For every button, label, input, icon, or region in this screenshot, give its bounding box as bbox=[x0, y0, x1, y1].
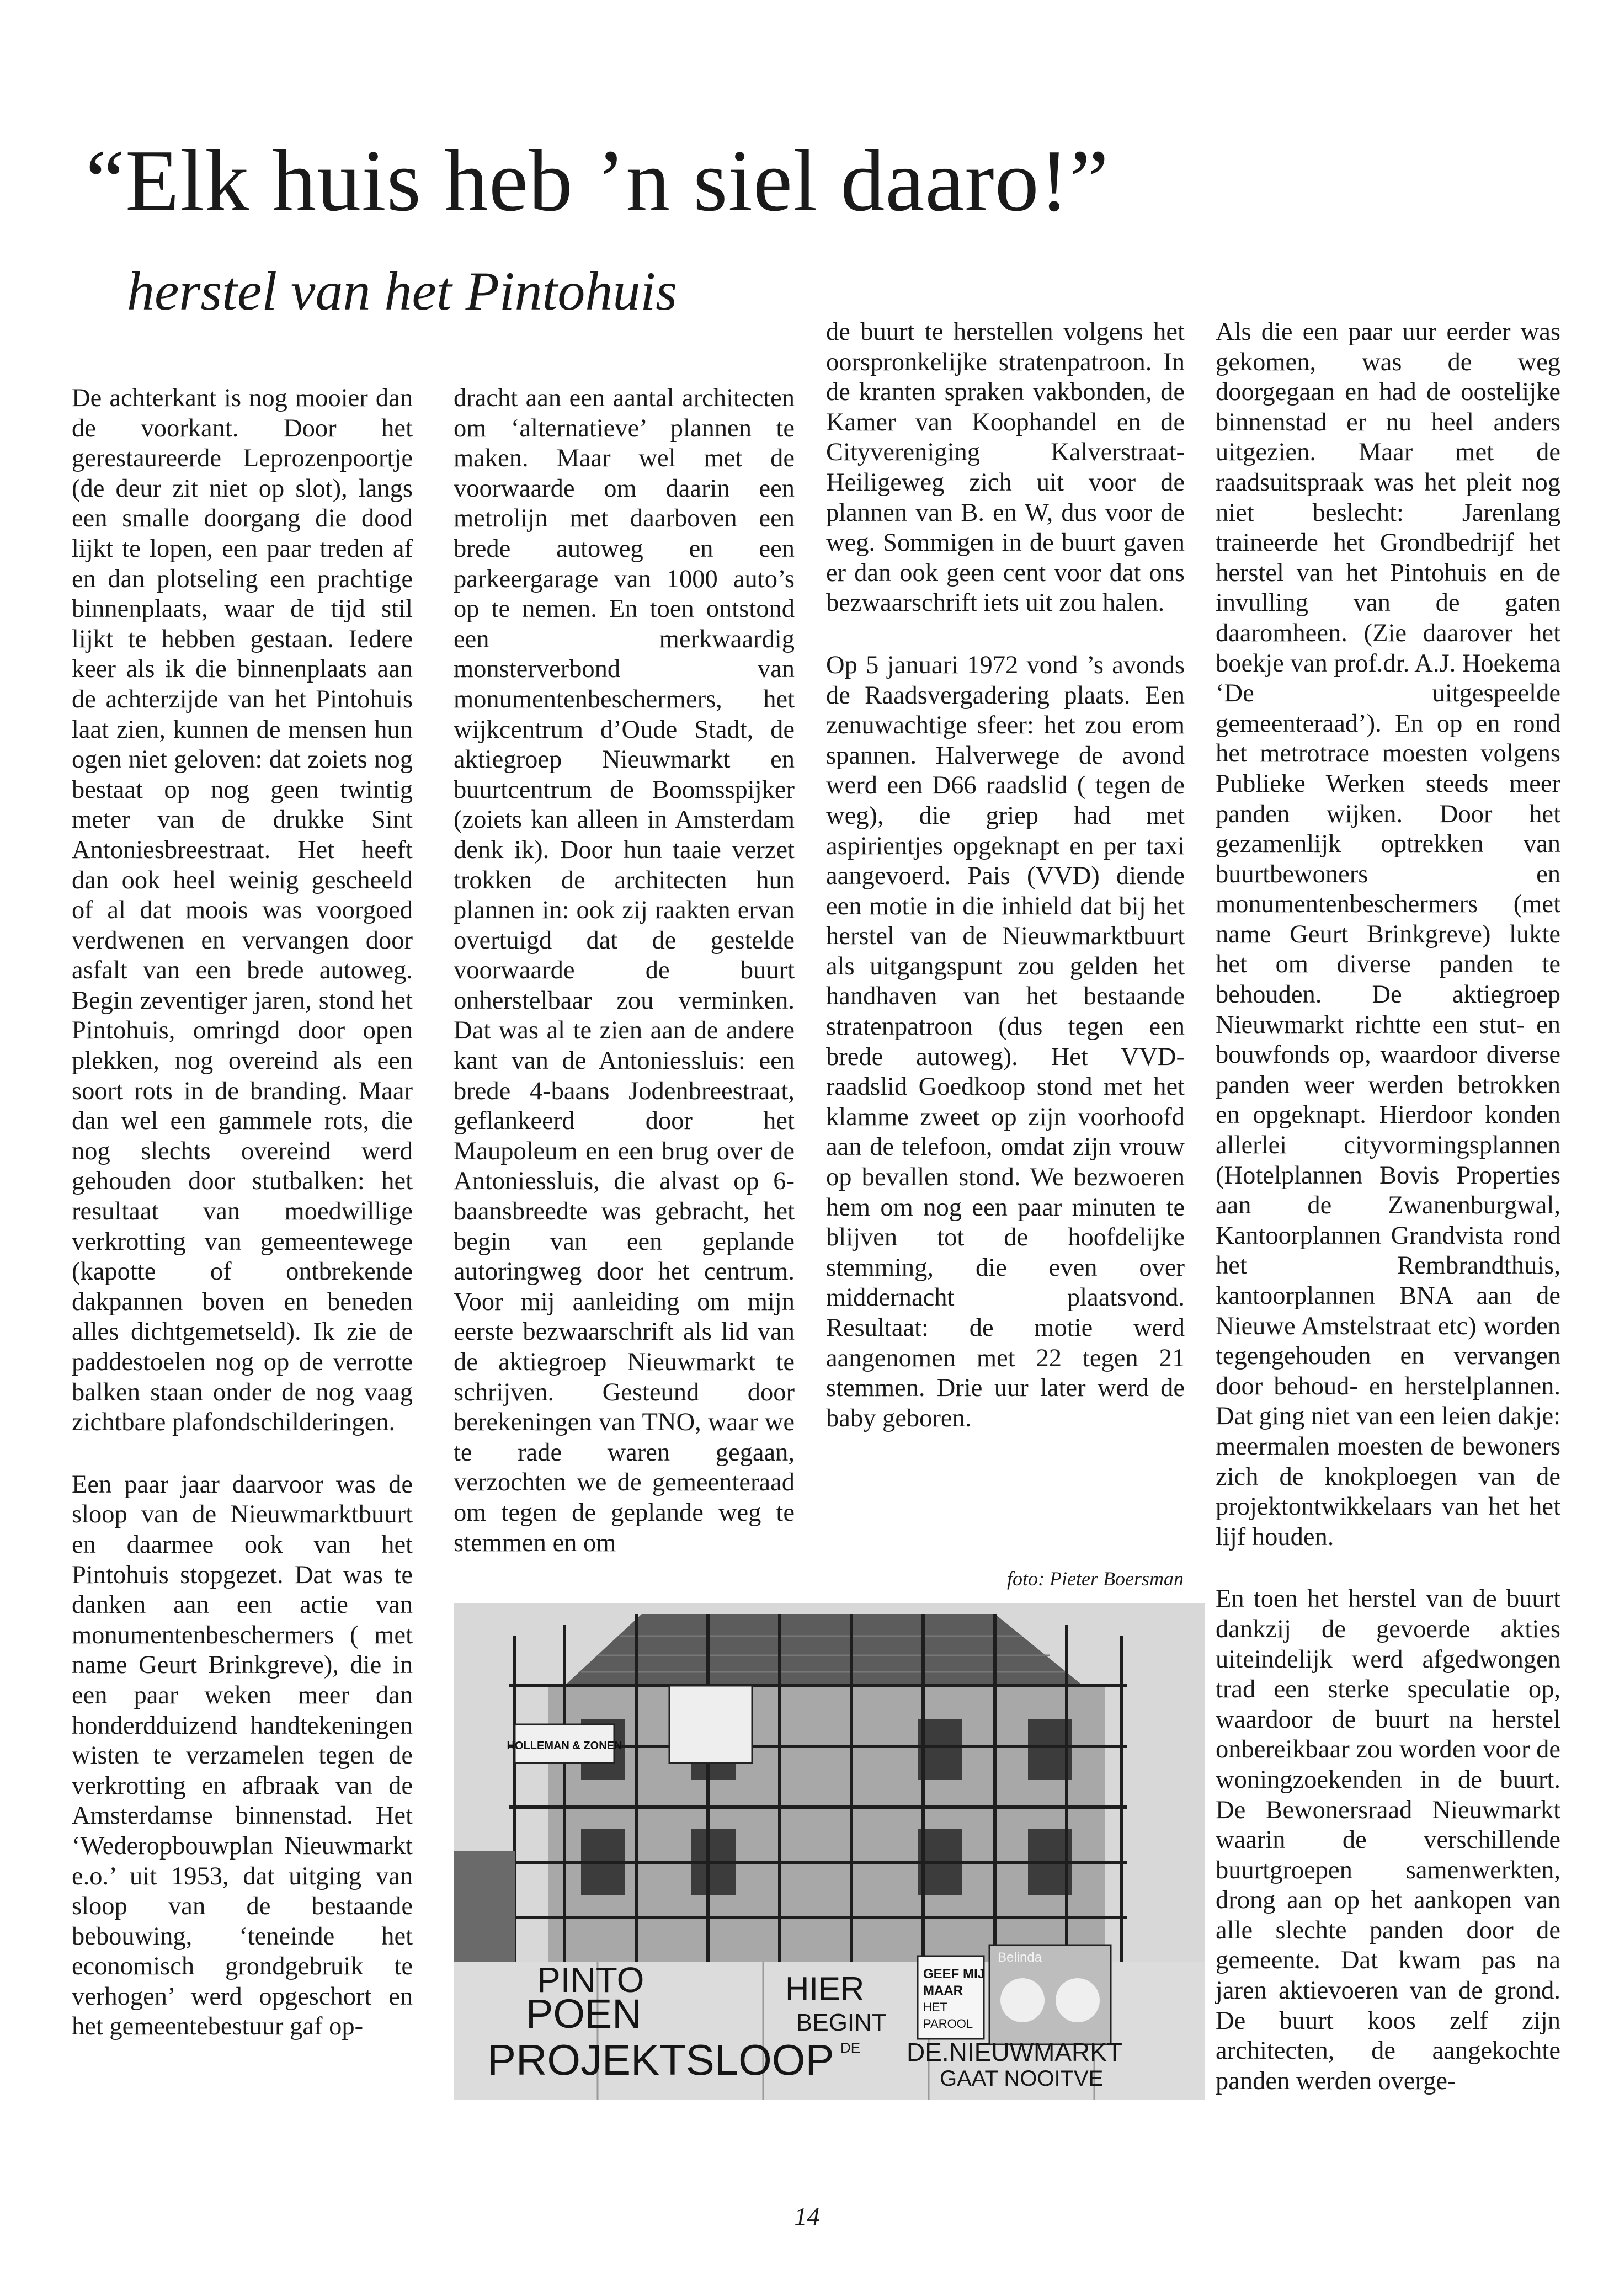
graffiti-hier: HIER bbox=[785, 1970, 865, 2007]
article-column-1 bbox=[72, 383, 413, 2042]
photo-background-building bbox=[454, 1851, 515, 1962]
page-number: 14 bbox=[794, 2202, 820, 2230]
graffiti-projektsloop: PROJEKTSLOOP bbox=[487, 2036, 834, 2084]
photo-pintohuis-scaffolding bbox=[454, 1603, 1205, 2100]
paragraph: En toen het herstel van de buurt dankzij de gevoerde akties uiteindelijk werd afgedwongen trad een sterke speculatie op, waardoor de buurt na herstel onbereikbaar zou worden voor de woningzoekenden in de buurt. De Bewonersraad Nieuwmarkt waarin de verschillende buurtgroepen samenwerkten, drong aan op het aankopen van alle slechte panden door de gemeente. Dat kwam pas na jaren aktievoeren van de grond. De buurt koos zelf zijn architecten, de aangekochte panden werden overge- bbox=[1216, 1585, 1560, 2095]
paragraph: De achterkant is nog mooier dan de voorkant. Door het gerestaureerde Leprozenpoortje (de deur zit niet op slot), langs een smalle doorgang die dood lijkt te lopen, een paar treden af en dan plotseling een prachtige binnenplaats, waar de tijd stil lijkt te hebben gestaan. Iedere keer als ik die binnenplaats aan de achterzijde van het Pintohuis laat zien, kunnen de mensen hun ogen niet geloven: dat zoiets nog bestaat op nog geen twintig meter van de drukke Sint Antoniesbreestraat. Het heeft dan ook heel weinig gescheeld of al dat moois was voorgoed verdwenen en vervangen door asfalt van een brede autoweg. Begin zeventiger jaren, stond het Pintohuis, omringd door open plekken, nog overeind als een soort rots in de branding. Maar dan wel een gammele rots, die nog slechts overeind werd gehouden door stutbalken: het resultaat van moedwillige verkrotting van gemeentewege (kapotte of ontbrekende dakpannen boven en beneden alles dichtgemetseld). Ik zie de paddestoelen nog op de verrotte balken staan onder de nog vaag zichtbare plafondschilderingen. bbox=[72, 384, 413, 1437]
graffiti-begint: BEGINT bbox=[796, 2009, 887, 2036]
graffiti-de: DE bbox=[840, 2039, 861, 2056]
photo-facade bbox=[548, 1686, 1105, 1962]
poster-text-2: MAAR bbox=[923, 1983, 963, 1998]
article-column-3 bbox=[826, 317, 1185, 1434]
contractor-sign-text: HOLLEMAN & ZONEN bbox=[507, 1740, 622, 1752]
article-column-4 bbox=[1216, 317, 1560, 2096]
poster-text-4: PAROOL bbox=[923, 2017, 973, 2031]
paragraph: Op 5 januari 1972 vond ’s avonds de Raadsvergadering plaats. Een zenuwachtige sfeer: het zou erom spannen. Halverwege de avond werd een D66 raadslid ( tegen de weg), die griep had met aspirientjes opgeknapt en per taxi aangevoerd. Pais (VVD) diende een motie in die inhield dat bij het herstel van de Nieuwmarktbuurt als uitgangspunt zou gelden het handhaven van het bestaande stratenpatroon (dus tegen een brede autoweg). Het VVD-raadslid Goedkoop stond met het klamme zweet op zijn voorhoofd aan de telefoon, omdat zijn vrouw op bevallen stond. We bezwoeren hem om nog een paar minuten te blijven tot de hoofdelijke stemming, die even over middernacht plaatsvond. Resultaat: de motie werd aangenomen met 22 tegen 21 stemmen. Drie uur later werd de baby geboren. bbox=[826, 651, 1185, 1432]
poster-belinda-text: Belinda bbox=[998, 1950, 1042, 1965]
poster-face bbox=[1000, 1978, 1045, 2022]
article-column-2 bbox=[454, 383, 795, 1558]
graffiti-nieuwmarkt: DE.NIEUWMARKT bbox=[907, 2038, 1122, 2066]
graffiti-gaat-nooit: GAAT NOOITVE bbox=[940, 2066, 1104, 2091]
paragraph: Een paar jaar daarvoor was de sloop van de Nieuwmarktbuurt en daarmee ook van het Pintohuis stopgezet. Dat was te danken aan een actie van monumentenbeschermers ( met name Geurt Brinkgreve), die in een paar weken meer dan honderdduizend handtekeningen wisten te verzamelen tegen de verkrotting en afbraak van de Amsterdamse binnenstad. Het ‘Wederopbouwplan Nieuwmarkt e.o.’ uit 1953, dat uitging van sloop van de bestaande bebouwing, ‘teneinde het economisch grondgebruik te verhogen’ werd opgeschort en het gemeentebestuur gaf op- bbox=[72, 1470, 413, 2041]
graffiti-poen: POEN bbox=[526, 1991, 642, 2037]
photo-roof bbox=[564, 1614, 1083, 1686]
poster-face bbox=[1056, 1978, 1100, 2022]
photo-illustration bbox=[454, 1603, 1205, 2100]
graffiti-pinto: PINTO bbox=[537, 1960, 644, 2000]
photo-credit: foto: Pieter Boersman bbox=[1007, 1568, 1184, 1590]
page-title: “Elk huis heb ’n siel daaro!” bbox=[86, 131, 1110, 230]
poster-text-1: GEEF MIJ bbox=[923, 1967, 986, 1981]
paragraph: dracht aan een aantal architecten om ‘alternatieve’ plannen te maken. Maar wel met de voorwaarde om daarin een metrolijn met daarboven een brede autoweg en een parkeergarage van 1000 auto’s op te nemen. En toen ontstond een merkwaardig monsterverbond van monumentenbeschermers, het wijkcentrum d’Oude Stadt, de aktiegroep Nieuwmarkt en buurtcentrum de Boomsspijker (zoiets kan alleen in Amsterdam denk ik). Door hun taaie verzet trokken de architecten hun plannen in: ook zij raakten ervan overtuigd dat de gestelde voorwaarde de buurt onherstelbaar zou verminken. Dat was al te zien aan de andere kant van de Antoniessluis: een brede 4-baans Jodenbreestraat, geflankeerd door het Maupoleum en een brug over de Antoniessluis, die alvast op 6-baansbreedte was gebracht, het begin van een geplande autoringweg door het centrum. Voor mij aanleiding om mijn eerste bezwaarschrift als lid van de aktiegroep Nieuwmarkt te schrijven. Gesteund door berekeningen van TNO, waar we te rade waren gegaan, verzochten we de gemeenteraad om tegen de geplande weg te stemmen en om bbox=[454, 384, 795, 1557]
project-sign bbox=[669, 1686, 752, 1763]
page-subtitle: herstel van het Pintohuis bbox=[127, 260, 678, 322]
paragraph: Als die een paar uur eerder was gekomen, was de weg doorgegaan en had de oostelijke binnenstad er nu heel anders uitgezien. Maar met de raadsuitspraak was het pleit nog niet beslecht: Jarenlang traineerde het Grondbedrijf het herstel van het Pintohuis en de invulling van de gaten daaromheen. (Zie daarover het boekje van prof.dr. A.J. Hoekema ‘De uitgespeelde gemeenteraad’). En op en rond het metrotrace moesten volgens Publieke Werken steeds meer panden wijken. Door het gezamenlijk optrekken van buurtbewoners en monumentenbeschermers (met name Geurt Brinkgreve) lukte het om diverse panden te behouden. De aktiegroep Nieuwmarkt richtte een stut- en bouwfonds op, waardoor diverse panden weer werden betrokken en opgeknapt. Hierdoor konden allerlei cityvormingsplannen (Hotelplannen Bovis Properties aan de Zwanenburgwal, Kantoorplannen Grandvista rond het Rembrandthuis, kantoorplannen BNA aan de Nieuwe Amstelstraat etc) worden tegengehouden en vervangen door behoud- en herstelplannen. Dat ging niet van een leien dakje: meermalen moesten de bewoners zich de knokploegen van de projektontwikkelaars van het het lijf houden. bbox=[1216, 318, 1561, 1551]
paragraph: de buurt te herstellen volgens het oorspronkelijke stratenpatroon. In de kranten spraken vakbonden, de Kamer van Koophandel en de Cityvereniging Kalverstraat- Heiligeweg zich uit voor de plannen van B. en W, dus voor de weg. Sommigen in de buurt gaven er dan ook geen cent voor dat ons bezwaarschrift iets uit zou halen. bbox=[826, 318, 1185, 617]
poster-text-3: HET bbox=[923, 2000, 947, 2014]
